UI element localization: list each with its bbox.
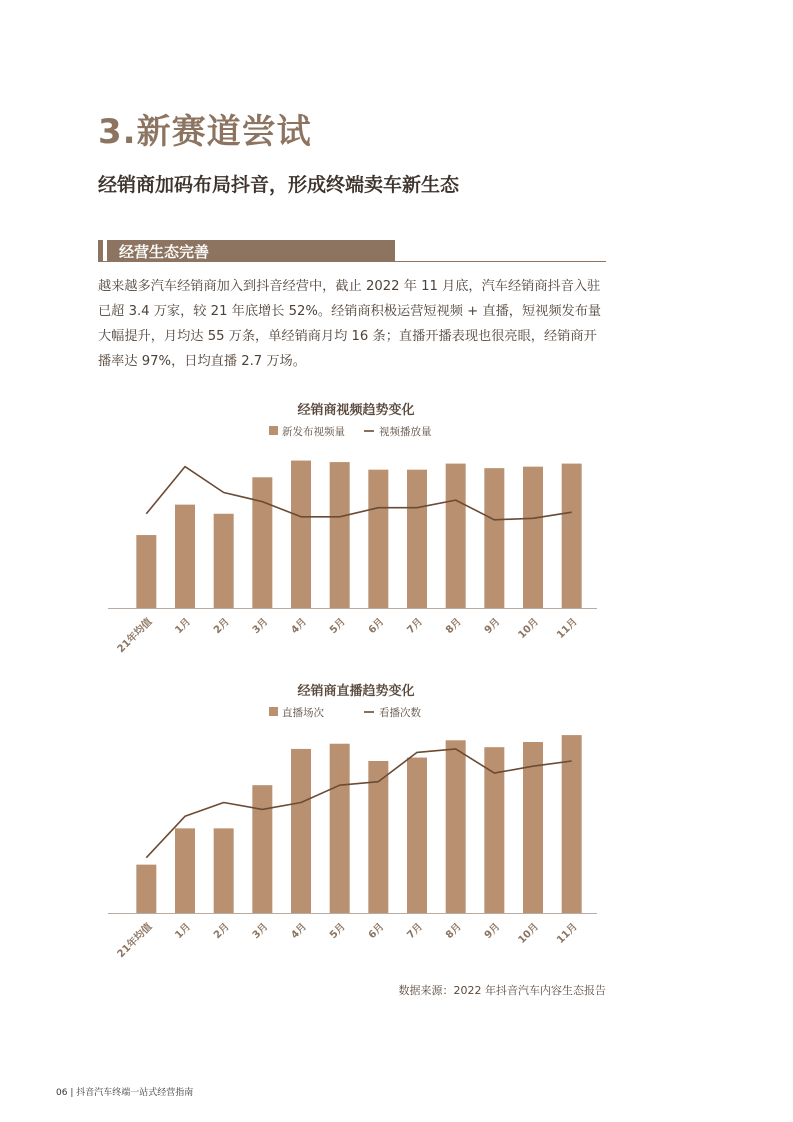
bar <box>291 749 311 913</box>
bar <box>252 785 272 913</box>
intro-paragraph: 越来越多汽车经销商加入到抖音经营中，截止 2022 年 11 月底，汽车经销商抖音入驻已超 3.4 万家，较 21 年底增长 52%。经销商积极运营短视频 + 直播，短视频发布量大幅提升，月均达 55 万条，单经销商月均 16 条；直播开播表现也很亮眼，经销商开播率达 97%，日均直播 2.7 万场。 <box>98 279 602 369</box>
legend-bar-label: 直播场次 <box>282 707 324 719</box>
bar <box>446 740 466 913</box>
page-title: 3.新赛道尝试 <box>98 112 312 152</box>
bar <box>368 761 388 913</box>
bar <box>214 514 234 608</box>
bar <box>330 744 350 913</box>
tick-label: 8月 <box>444 616 464 637</box>
tick-label: 8月 <box>444 921 464 942</box>
tick-label: 5月 <box>328 921 348 942</box>
bar <box>407 470 427 608</box>
tick-label: 4月 <box>289 616 310 637</box>
tick-label: 1月 <box>173 921 194 942</box>
video-trend-chart <box>96 395 616 660</box>
tick-label: 9月 <box>482 921 503 942</box>
section-label-box <box>107 240 395 262</box>
tick-label: 6月 <box>366 616 387 637</box>
bar <box>330 462 350 608</box>
tick-label: 21年均值 <box>115 616 155 656</box>
chart-title: 经销商视频趋势变化 <box>297 403 415 418</box>
page-subtitle: 经销商加码布局抖音，形成终端卖车新生态 <box>98 174 460 196</box>
legend-line-label: 视频播放量 <box>379 426 432 438</box>
tick-label: 2月 <box>212 921 232 942</box>
section-header <box>98 240 606 262</box>
section-marker <box>98 240 103 262</box>
tick-label: 10月 <box>516 616 542 642</box>
page-footer: 06 | 抖音汽车终端一站式经营指南 <box>56 1088 194 1098</box>
bar <box>175 505 195 608</box>
bar <box>368 470 388 608</box>
tick-label: 21年均值 <box>115 921 155 961</box>
bar <box>484 468 504 608</box>
legend-bar-swatch <box>269 426 278 435</box>
series-line <box>146 749 571 858</box>
series-line <box>146 467 571 520</box>
tick-label: 7月 <box>405 921 426 942</box>
chart-title: 经销商直播趋势变化 <box>297 684 415 699</box>
tick-label: 3月 <box>250 921 271 942</box>
live-trend-chart <box>96 676 616 966</box>
section-label: 经营生态完善 <box>119 243 210 261</box>
video-trend-chart-svg <box>96 395 616 660</box>
bar <box>523 467 543 608</box>
bar <box>136 865 156 913</box>
bar <box>446 464 466 608</box>
legend-bar-label: 新发布视频量 <box>282 426 345 438</box>
tick-label: 4月 <box>289 921 310 942</box>
tick-label: 5月 <box>328 616 348 637</box>
live-trend-chart-svg <box>96 676 616 966</box>
tick-label: 2月 <box>212 616 232 637</box>
bar <box>562 464 582 608</box>
bar <box>214 828 234 913</box>
tick-label: 11月 <box>555 921 580 947</box>
bar <box>252 477 272 608</box>
tick-label: 3月 <box>250 616 271 637</box>
legend-line-label: 看播次数 <box>379 707 421 719</box>
bar <box>291 461 311 608</box>
tick-label: 1月 <box>173 616 194 637</box>
bar <box>175 828 195 913</box>
tick-label: 9月 <box>482 616 503 637</box>
tick-label: 7月 <box>405 616 426 637</box>
tick-label: 11月 <box>555 616 580 642</box>
bar <box>407 758 427 913</box>
legend-bar-swatch <box>269 707 278 716</box>
tick-label: 10月 <box>516 921 542 947</box>
tick-label: 6月 <box>366 921 387 942</box>
section-rule <box>98 261 606 262</box>
data-source: 数据来源：2022 年抖音汽车内容生态报告 <box>398 984 606 997</box>
bar <box>136 535 156 608</box>
